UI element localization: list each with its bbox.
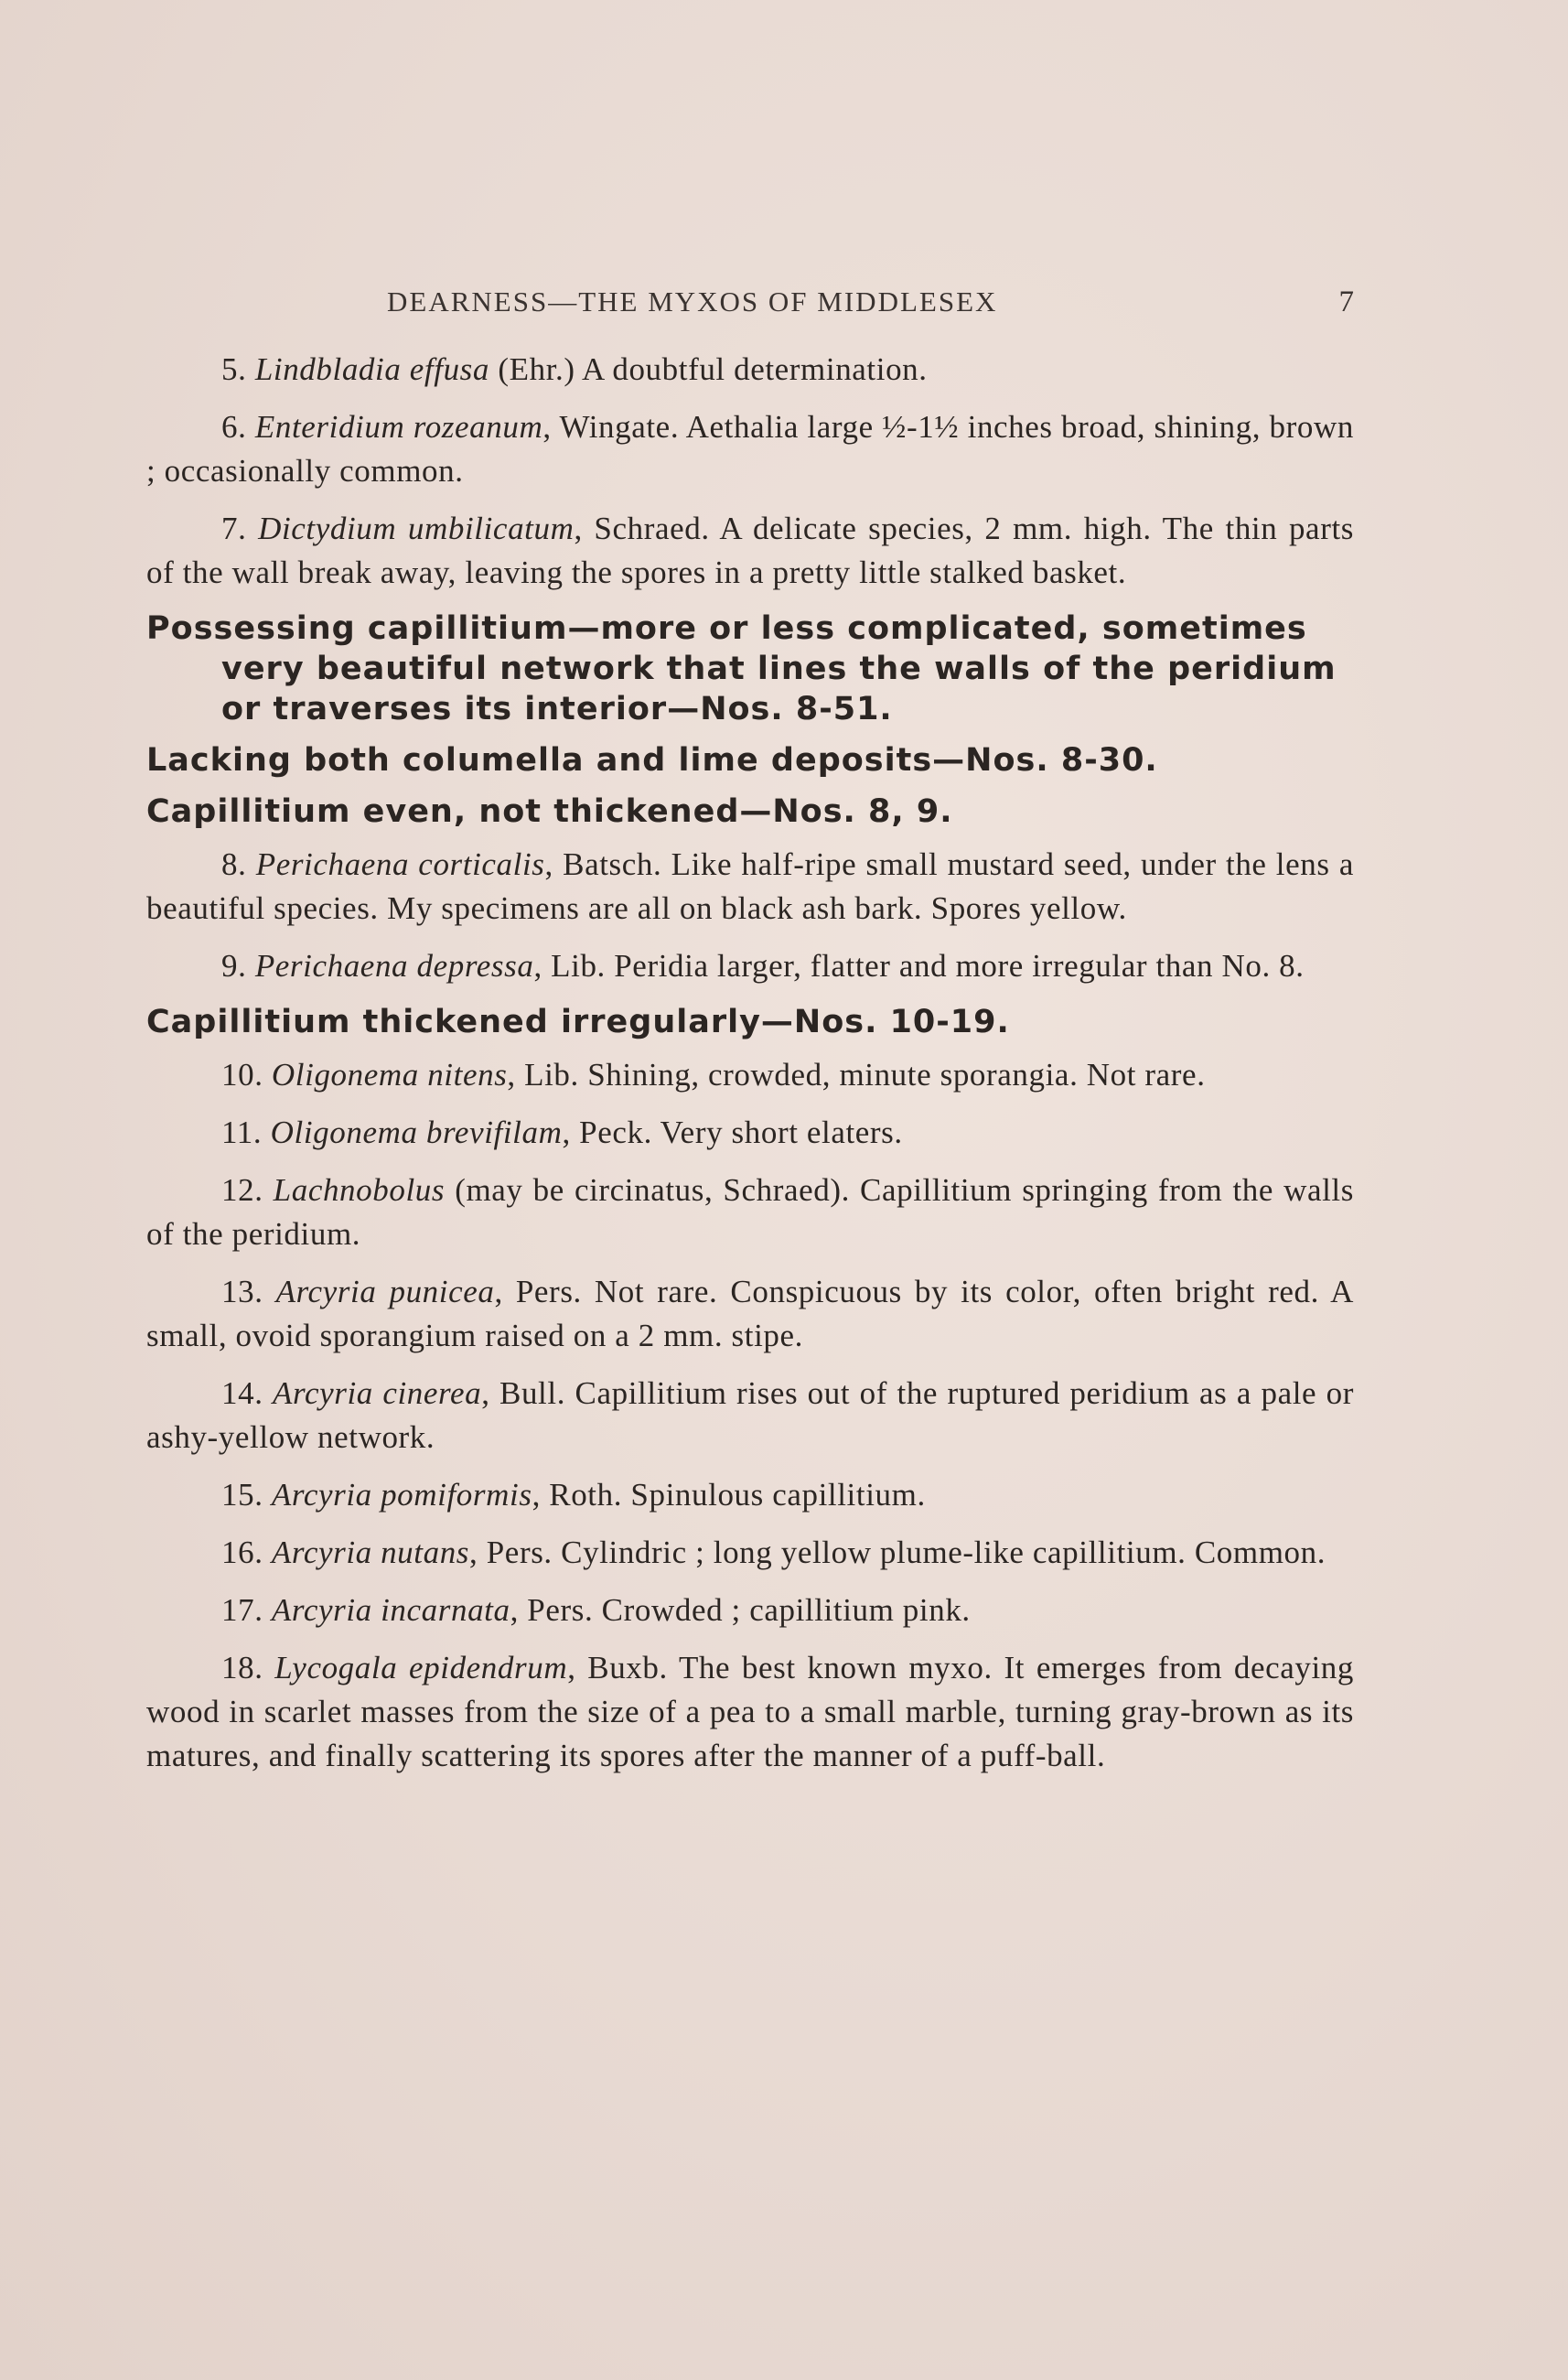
species-entry [146,1111,1354,1155]
entry-number: 17. [221,1592,263,1628]
species-entry [146,1588,1354,1632]
entry-description: , Schraed. A delicate species, 2 mm. high. The thin parts of the wall break away, leaving the spores in a pretty little stalked basket. [146,511,1354,590]
entry-description: , Batsch. Like half-ripe small mustard seed, under the lens a beautiful species. My specimens are all on black ash bark. Spores yellow. [146,846,1354,926]
species-name: Arcyria nutans [271,1535,470,1570]
page-number: 7 [1338,285,1354,318]
species-entry [146,405,1354,493]
species-name: Enteridium rozeanum [254,409,543,445]
species-name: Lachnobolus [273,1172,446,1208]
entry-description: , Peck. Very short elaters. [562,1115,903,1150]
running-head [146,275,1354,329]
species-entry [146,1372,1354,1459]
section-heading-thickened: Capillitium thickened irregularly—Nos. 10-19. [146,1004,1010,1040]
entry-description: , Bull. Capillitium rises out of the ruptured peridium as a pale or ashy-yellow network. [146,1375,1354,1455]
entry-number: 12. [221,1172,263,1208]
entry-number: 11. [221,1115,263,1150]
entry-number: 10. [221,1057,263,1093]
entry-description: , Lib. Shining, crowded, minute sporangia. Not rare. [507,1057,1206,1093]
species-entry [146,1531,1354,1575]
species-name: Arcyria cinerea [273,1375,482,1411]
species-name: Lycogala epidendrum [274,1650,568,1685]
species-entry [146,1646,1354,1778]
section-heading-even: Capillitium even, not thickened—Nos. 8, 9. [146,793,953,830]
species-name: Arcyria incarnata [271,1592,510,1628]
entry-number: 18. [221,1650,263,1685]
species-name: Perichaena corticalis [255,846,545,882]
species-entry [146,1168,1354,1256]
species-name: Arcyria pomiformis [271,1477,532,1513]
species-name: Oligonema brevifilam [270,1115,563,1150]
entry-number: 7. [221,511,247,546]
entry-number: 16. [221,1535,263,1570]
entry-number: 6. [221,409,247,445]
species-entry [146,507,1354,595]
page [146,275,1354,1792]
running-title: DEARNESS—THE MYXOS OF MIDDLESEX [387,285,998,318]
species-name: Arcyria punicea [275,1274,495,1309]
species-entry [146,1270,1354,1358]
entry-description: , Wingate. Aethalia large ½-1½ inches broad, shining, brown ; occasionally common. [146,409,1354,489]
species-name: Lindbladia effusa [254,351,490,387]
entry-description: , Pers. Cylindric ; long yellow plume-like capillitium. Common. [469,1535,1326,1570]
section-heading-capillitium: Possessing capillitium—more or less complicated, sometimes very beautiful network that lines the walls of the peridium or traverses its interior—Nos. 8-51. [146,610,1337,727]
entry-description: , Buxb. The best known myxo. It emerges from decaying wood in scarlet masses from the size of a pea to a small marble, turning gray-brown as its matures, and finally scattering its spores after the manner of a puff-ball. [146,1650,1354,1773]
entry-number: 9. [221,948,247,984]
species-name: Perichaena depressa [254,948,534,984]
entry-description: , Pers. Crowded ; capillitium pink. [510,1592,971,1628]
entry-number: 15. [221,1477,263,1513]
species-name: Dictydium umbilicatum [258,511,575,546]
species-entry [146,944,1354,988]
entry-number: 8. [221,846,247,882]
species-entry [146,348,1354,392]
species-name: Oligonema nitens [271,1057,508,1093]
entry-number: 13. [221,1274,263,1309]
species-entry [146,843,1354,931]
section-heading-lacking: Lacking both columella and lime deposits—Nos. 8-30. [146,742,1158,779]
entry-description: , Roth. Spinulous capillitium. [532,1477,926,1513]
entry-description: (Ehr.) A doubtful determination. [489,351,928,387]
entry-description: , Lib. Peridia larger, flatter and more irregular than No. 8. [533,948,1305,984]
species-entry [146,1053,1354,1097]
entry-number: 5. [221,351,247,387]
entry-description: (may be circinatus, Schraed). Capillitium springing from the walls of the peridium. [146,1172,1354,1252]
species-entry [146,1473,1354,1517]
entry-number: 14. [221,1375,263,1411]
entry-description: , Pers. Not rare. Conspicuous by its color, often bright red. A small, ovoid sporangium raised on a 2 mm. stipe. [146,1274,1354,1353]
